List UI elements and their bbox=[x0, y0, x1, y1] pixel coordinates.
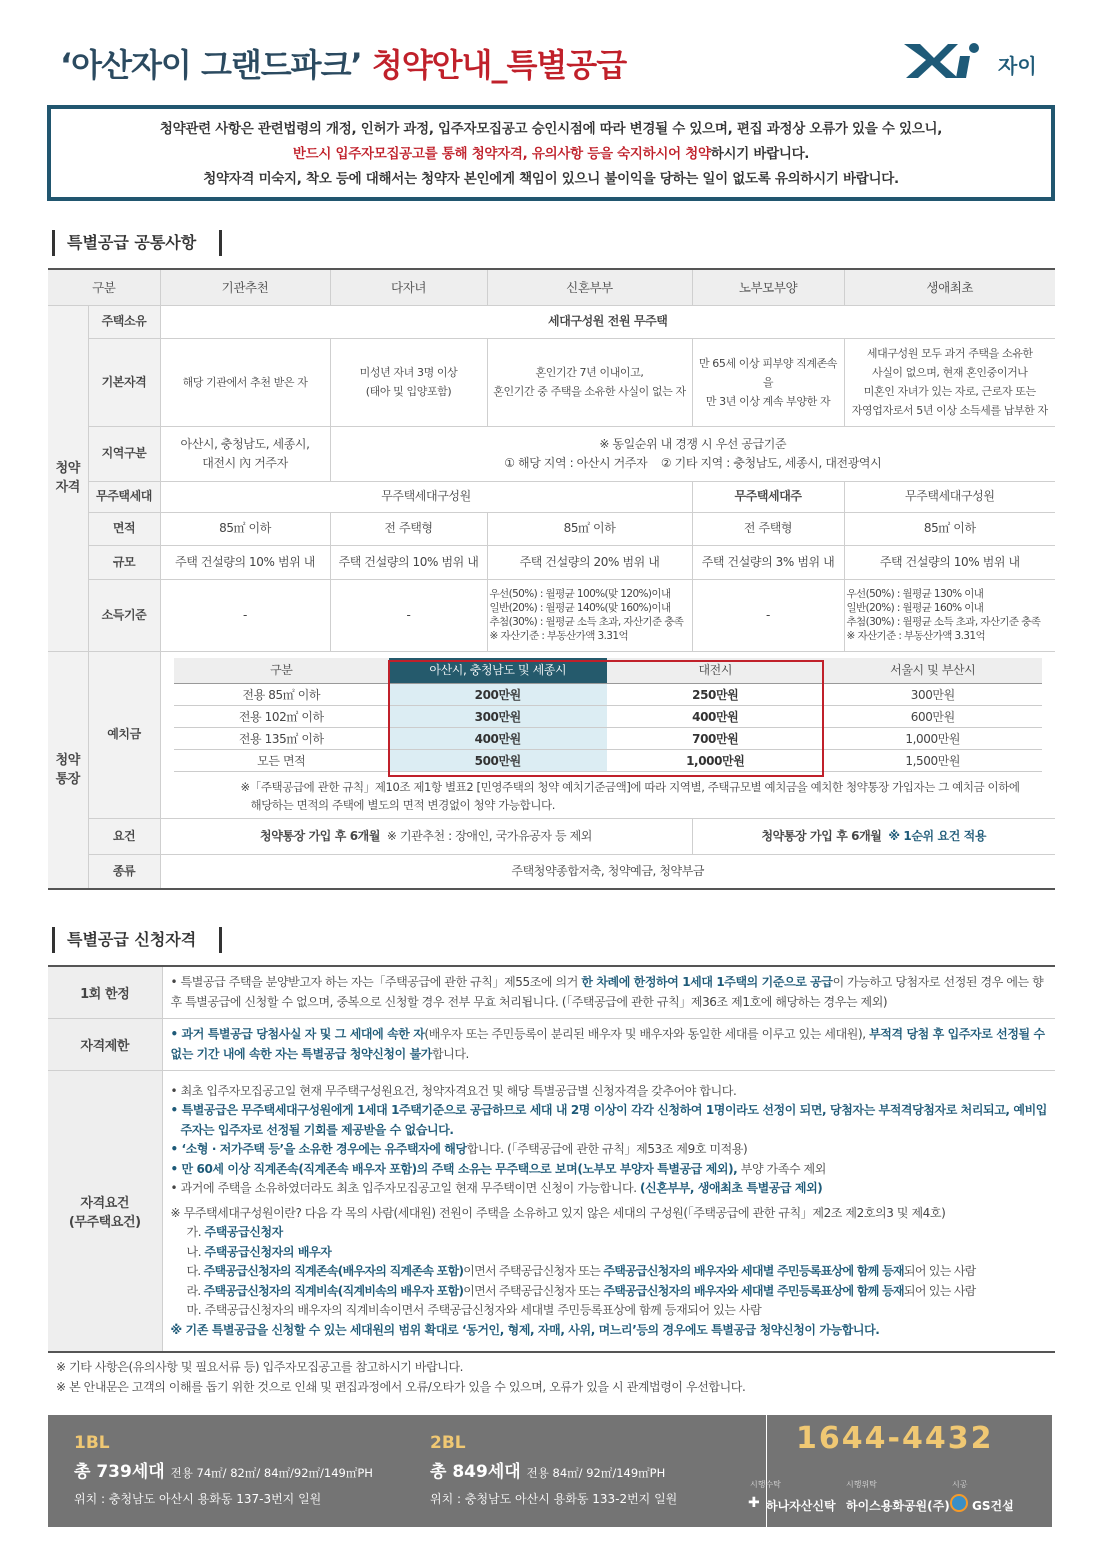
cell: 무주택세대구성원 bbox=[160, 481, 692, 512]
row-label: 종류 bbox=[88, 855, 160, 889]
cell: 무주택세대주 bbox=[692, 481, 844, 512]
cell: 주택 건설량의 20% 범위 내 bbox=[487, 545, 692, 579]
deposit-row: 전용 102㎡ 이하 300만원 400만원 600만원 bbox=[174, 706, 1042, 728]
cell: 미성년 자녀 3명 이상 (태아 및 입양포함) bbox=[330, 338, 487, 426]
table-row bbox=[48, 305, 1055, 338]
cell: 해당 기관에서 추천 받은 자 bbox=[160, 338, 330, 426]
group-account: 청약 통장 bbox=[48, 651, 88, 889]
table-row bbox=[48, 481, 1055, 512]
notice-box bbox=[47, 105, 1055, 201]
partner-name: GS건설 bbox=[972, 1499, 1014, 1513]
deposit-cell bbox=[160, 651, 1055, 819]
title-main: ‘아산자이 그랜드파크’ bbox=[60, 46, 372, 84]
section-heading-common: 특별공급 공통사항 bbox=[52, 230, 208, 256]
row-label: 무주택세대 bbox=[88, 481, 160, 512]
col-header: 구분 bbox=[48, 269, 160, 305]
deposit-table bbox=[174, 658, 1042, 773]
cell: - bbox=[692, 579, 844, 651]
footnote: ※ 기타 사항은(유의사항 및 필요서류 등) 입주자모집공고를 참고하시기 바랍니다. bbox=[56, 1360, 464, 1374]
title-accent: 청약안내_특별공급 bbox=[371, 46, 627, 84]
brand-word: 자이 bbox=[998, 54, 1037, 78]
cell: 85㎡ 이하 bbox=[160, 512, 330, 545]
row-label: 면적 bbox=[88, 512, 160, 545]
cell: 전 주택형 bbox=[692, 512, 844, 545]
cell: - bbox=[330, 579, 487, 651]
table-row bbox=[48, 1070, 1055, 1352]
group-eligibility: 청약 자격 bbox=[48, 305, 88, 651]
cell: 무주택세대구성원 bbox=[844, 481, 1055, 512]
cell: 우선(50%) : 월평균 130% 이내 일반(20%) : 월평균 160% 이내 추첨(30%) : 월평균 소득 초과, 자산기준 충족 ※ 자산기준 : 부동산가액 3.31억 bbox=[844, 579, 1055, 651]
col-header: 다자녀 bbox=[330, 269, 487, 305]
cell: ※ 동일순위 내 경쟁 시 우선 공급기준 ① 해당 지역 : 아산시 거주자 ② 기타 지역 : 충청남도, 세종시, 대전광역시 bbox=[330, 426, 1055, 481]
table-row bbox=[48, 1018, 1055, 1070]
cell: 주택 건설량의 10% 범위 내 bbox=[160, 545, 330, 579]
table-row bbox=[48, 651, 1055, 819]
eligibility-table bbox=[48, 965, 1055, 1353]
page-title bbox=[60, 40, 626, 86]
cell: 혼인기간 7년 이내이고, 혼인기간 중 주택을 소유한 사실이 없는 자 bbox=[487, 338, 692, 426]
cell: 주택 건설량의 10% 범위 내 bbox=[844, 545, 1055, 579]
hana-logo-icon: ✚ bbox=[748, 1495, 760, 1511]
row-label: 규모 bbox=[88, 545, 160, 579]
col-header: 신혼부부 bbox=[487, 269, 692, 305]
cell: 청약통장 가입 후 6개월 ※ 기관추천 : 장애인, 국가유공자 등 제외 bbox=[160, 819, 692, 855]
notice-line-3: 청약자격 미숙지, 착오 등에 대해서는 청약자 본인에게 책임이 있으니 불이익을 당하는 일이 없도록 유의하시기 바랍니다. bbox=[203, 171, 899, 187]
table-row bbox=[48, 338, 1055, 426]
row-label: 예치금 bbox=[88, 651, 160, 819]
footnote: ※ 본 안내문은 고객의 이해를 돕기 위한 것으로 인쇄 및 편집과정에서 오류/오타가 있을 수 있으며, 오류가 있을 시 관계법령이 우선합니다. bbox=[56, 1380, 746, 1394]
table-header-row bbox=[48, 269, 1055, 305]
cell: 85㎡ 이하 bbox=[844, 512, 1055, 545]
table-row bbox=[48, 545, 1055, 579]
cell: • 과거 특별공급 당첨사실 자 및 그 세대에 속한 자(배우자 또는 주민등록이 분리된 배우자 및 배우자와 동일한 세대를 이루고 있는 세대원), 부적격 당첨 후 입주자로 선정될 수 없는 기간 내에 속한 자는 특별공급 청약신청이 불가합니다. bbox=[162, 1018, 1055, 1070]
row-label: 요건 bbox=[88, 819, 160, 855]
row-label: 지역구분 bbox=[88, 426, 160, 481]
row-label: 1회 한정 bbox=[48, 966, 162, 1018]
cell: 주택 건설량의 10% 범위 내 bbox=[330, 545, 487, 579]
cell: 세대구성원 모두 과거 주택을 소유한 사실이 없으며, 현재 혼인중이거나 미혼인 자녀가 있는 자로, 근로자 또는 자영업자로서 5년 이상 소득세를 납부한 자 bbox=[844, 338, 1055, 426]
table-row bbox=[48, 512, 1055, 545]
block-1bl: 1BL 총 739세대 전용 74㎡/ 82㎡/ 84㎡/92㎡/149㎡PH 위치 : 충청남도 아산시 용화동 137-3번지 일원 bbox=[74, 1433, 373, 1506]
cell: 만 65세 이상 피부양 직계존속을 만 3년 이상 계속 부양한 자 bbox=[692, 338, 844, 426]
notice-line-1: 청약관련 사항은 관련법령의 개정, 인허가 과정, 입주자모집공고 승인시점에 따라 변경될 수 있으며, 편집 과정상 오류가 있을 수 있으니, bbox=[159, 121, 943, 137]
cell: 청약통장 가입 후 6개월 ※ 1순위 요건 적용 bbox=[692, 819, 1055, 855]
col-header: 생애최초 bbox=[844, 269, 1055, 305]
row-label: 주택소유 bbox=[88, 305, 160, 338]
phone-number: 1644-4432 bbox=[796, 1421, 994, 1456]
section-heading-eligibility: 특별공급 신청자격 bbox=[52, 927, 208, 953]
deposit-note: ※「주택공급에 관한 규칙」제10조 제1항 별표2 [민영주택의 청약 예치기준금액]에 따라 지역별, 주택규모별 예치금을 예치한 청약통장 가입자는 그 예치금 이하에 해당하는 면적의 주택에 별도의 면적 변경없이 청약 가능합니다. bbox=[240, 780, 1020, 812]
deposit-row: 전용 135㎡ 이하 400만원 700만원 1,000만원 bbox=[174, 728, 1042, 750]
cell: - bbox=[160, 579, 330, 651]
footer-bar bbox=[48, 1415, 1052, 1527]
cell: 주택 건설량의 3% 범위 내 bbox=[692, 545, 844, 579]
col-header: 기관추천 bbox=[160, 269, 330, 305]
xi-logo-icon bbox=[900, 38, 996, 82]
partner-name: 하이스용화공원(주) bbox=[846, 1499, 950, 1513]
cell: • 특별공급 주택을 분양받고자 하는 자는「주택공급에 관한 규칙」제55조에 의거 한 차례에 한정하여 1세대 1주택의 기준으로 공급이 가능하고 당첨자로 선정된 경우 에는 향후 특별공급에 신청할 수 없으며, 중복으로 신청할 경우 전부 무효 처리됩니다. (「주택공급에 관한 규칙」제36조 제1호에 해당하는 경우는 제외) bbox=[162, 966, 1055, 1018]
deposit-header: 구분 아산시, 충청남도 및 세종시 대전시 서울시 및 부산시 bbox=[174, 658, 1042, 684]
cell: • 최초 입주자모집공고일 현재 무주택구성원요건, 청약자격요건 및 해당 특별공급별 신청자격을 갖추어야 합니다. • 특별공급은 무주택세대구성원에게 1세대 1주택기준으로 공급하므로 세대 내 2명 이상이 각각 신청하여 1명이라도 선정이 되면, 당첨자는 부적격당첨자로 처리되고, 예비입주자는 입주자로 선정될 기회를 제공받을 수 없습니다. • ‘소형 · 저가주택 등’을 소유한 경우에는 유주택자에 해당합니다. (「주택공급에 관한 규칙」제53조 제9호 미적용) • 만 60세 이상 직계존속(직계존속 배우자 포함)의 주택 소유는 무주택으로 보며(노부모 부양자 특별공급 제외), 부양 가족수 제외 • 과거에 주택을 소유하였더라도 최초 입주자모집공고일 현재 무주택이면 신청이 가능합니다. (신혼부부, 생애최초 특별공급 제외) ※ 무주택세대구성원이란? 다음 각 목의 사람(세대원) 전원이 주택을 소유하고 있지 않은 세대의 구성원(「주택공급에 관한 규칙」제2조 제2호의3 및 제4호) 가. 주택공급신청자 나. 주택공급신청자의 배우자 다. 주택공급신청자의 직계존속(배우자의 직계존속 포함)이면서 주택공급신청자 또는 주택공급신청자의 배우자와 세대별 주민등록표상에 함께 등재되어 있는 사람 라. 주택공급신청자의 직계비속(직계비속의 배우자 포함)이면서 주택공급신청자 또는 주택공급신청자의 배우자와 세대별 주민등록표상에 함께 등재되어 있는 사람 마. 주택공급신청자의 배우자의 직계비속이면서 주택공급신청자와 세대별 주민등록표상에 함께 등재되어 있는 사람 ※ 기존 특별공급을 신청할 수 있는 세대원의 범위 확대로 ‘동거인, 형제, 자매, 사위, 며느리’등의 경우에도 특별공급 청약신청이 가능합니다. bbox=[162, 1070, 1055, 1352]
table-row bbox=[48, 426, 1055, 481]
cell: 85㎡ 이하 bbox=[487, 512, 692, 545]
row-label: 자격제한 bbox=[48, 1018, 162, 1070]
cell: 아산시, 충청남도, 세종시, 대전시 內 거주자 bbox=[160, 426, 330, 481]
cell: 세대구성원 전원 무주택 bbox=[160, 305, 1055, 338]
partner-name: 하나자산신탁 bbox=[766, 1499, 836, 1513]
notice-line-2: 반드시 입주자모집공고를 통해 청약자격, 유의사항 등을 숙지하시어 청약하시기 바랍니다. bbox=[292, 146, 810, 162]
partner-label: 시공 bbox=[952, 1480, 968, 1489]
table-row bbox=[48, 966, 1055, 1018]
deposit-row: 모든 면적 500만원 1,000만원 1,500만원 bbox=[174, 750, 1042, 772]
partner-label: 시행수탁 bbox=[750, 1480, 781, 1489]
table-row bbox=[48, 855, 1055, 889]
deposit-row: 전용 85㎡ 이하 200만원 250만원 300만원 bbox=[174, 684, 1042, 706]
block-2bl: 2BL 총 849세대 전용 84㎡/ 92㎡/149㎡PH 위치 : 충청남도 아산시 용화동 133-2번지 일원 bbox=[430, 1433, 678, 1506]
gs-logo-icon bbox=[950, 1494, 968, 1512]
table-row bbox=[48, 819, 1055, 855]
row-label: 소득기준 bbox=[88, 579, 160, 651]
cell: 우선(50%) : 월평균 100%(맞 120%)이내 일반(20%) : 월평균 140%(맞 160%)이내 추첨(30%) : 월평균 소득 초과, 자산기준 충족 ※ 자산기준 : 부동산가액 3.31억 bbox=[487, 579, 692, 651]
common-table bbox=[48, 268, 1055, 890]
cell: 전 주택형 bbox=[330, 512, 487, 545]
partner-label: 시행위탁 bbox=[846, 1480, 877, 1489]
col-header: 노부모부양 bbox=[692, 269, 844, 305]
row-label: 기본자격 bbox=[88, 338, 160, 426]
cell: 주택청약종합저축, 청약예금, 청약부금 bbox=[160, 855, 1055, 889]
table-row bbox=[48, 579, 1055, 651]
xi-logo bbox=[900, 38, 1050, 82]
row-label: 자격요건 (무주택요건) bbox=[48, 1070, 162, 1352]
